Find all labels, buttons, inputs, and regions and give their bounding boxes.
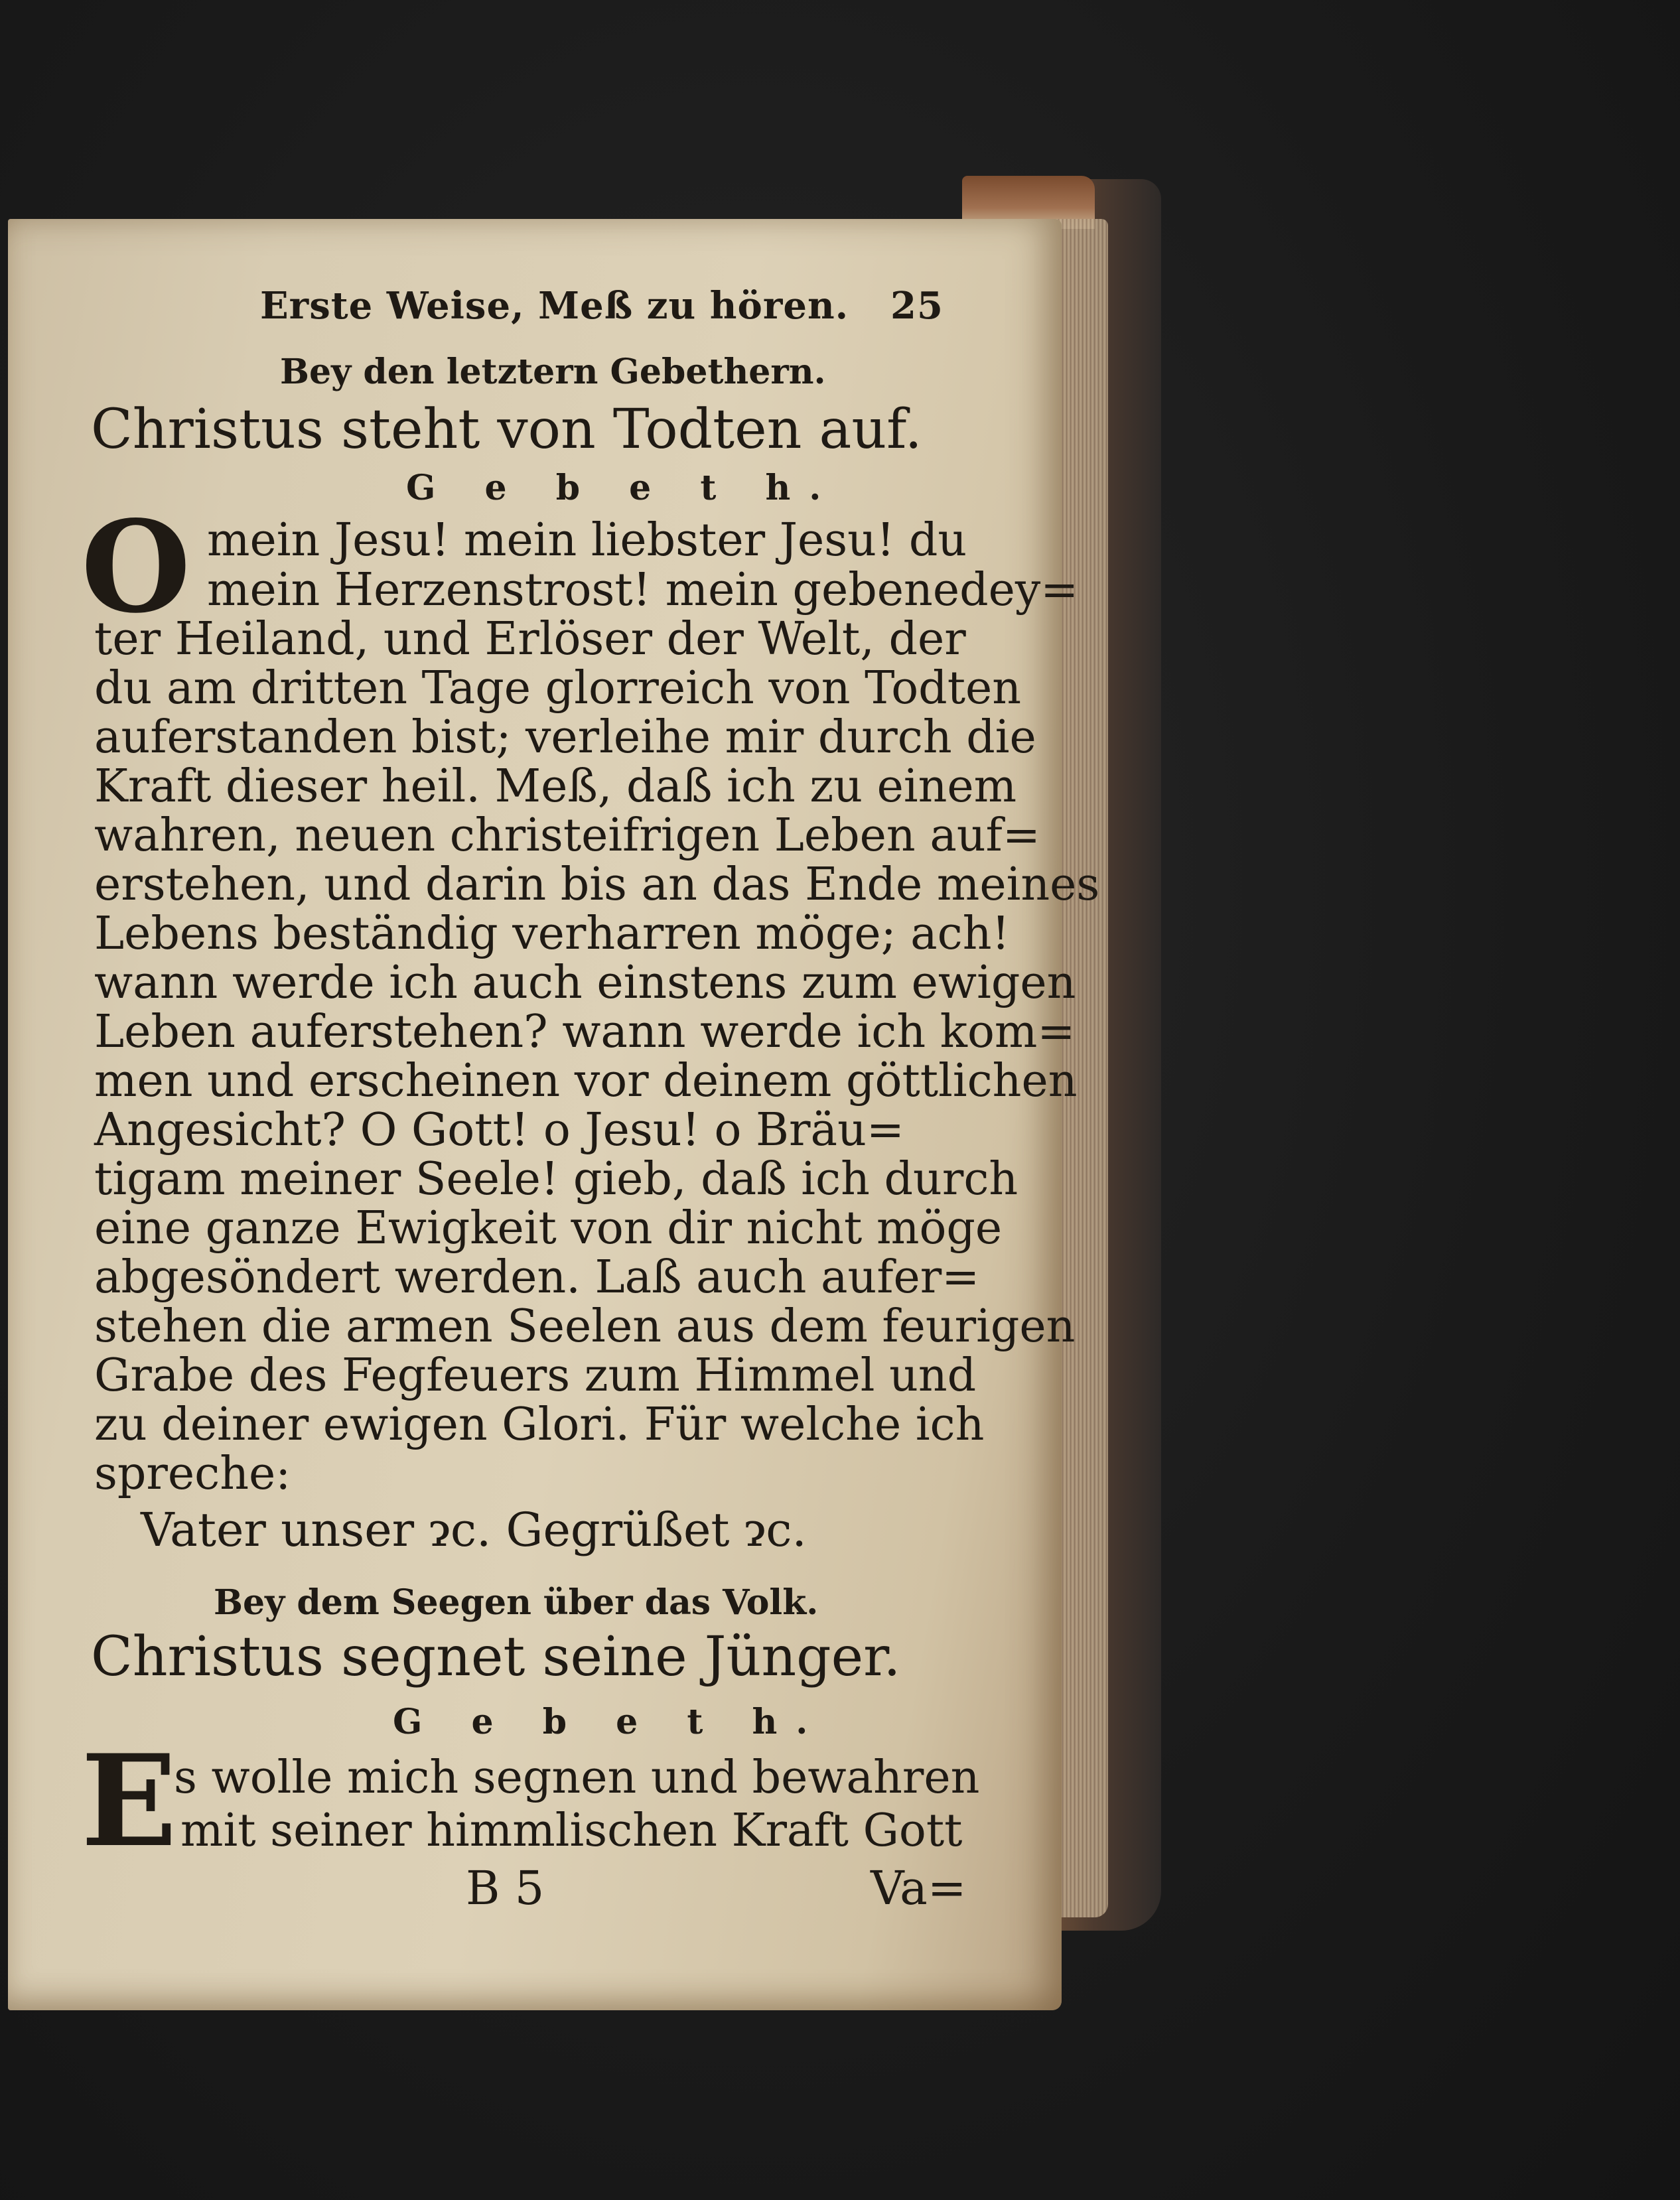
prayer-line: erstehen, und darin bis an das Ende meines — [94, 859, 1100, 911]
prayer-line: ter Heiland, und Erlöser der Welt, der — [94, 613, 966, 665]
rubric: Bey dem Seegen über das Volk. — [214, 1582, 819, 1623]
book-page — [8, 219, 1100, 2010]
prayer-label: G e b e t h. — [393, 1702, 827, 1742]
catchword: Va= — [871, 1861, 967, 1915]
prayer-line: auferstanden bist; verleihe mir durch die — [94, 711, 1036, 764]
prayer-line: Lebens beständig verharren möge; ach! — [94, 908, 1010, 960]
dropcap-letter: E — [81, 1727, 177, 1875]
section-heading: Christus steht von Todten auf. — [91, 398, 922, 461]
signature-mark: B 5 — [466, 1861, 545, 1915]
prayer-line: du am dritten Tage glorreich von Todten — [94, 662, 1022, 715]
prayer-line: s wolle mich segnen und bewahren — [174, 1752, 980, 1804]
prayer-line: wahren, neuen christeifrigen Leben auf= — [94, 809, 1040, 862]
prayer-line: Kraft dieser heil. Meß, daß ich zu einem — [94, 760, 1017, 813]
prayer-line: zu deiner ewigen Glori. Für welche ich — [94, 1399, 985, 1451]
prayer-line: Leben auferstehen? wann werde ich kom= — [94, 1006, 1076, 1058]
prayer-line: mein Herzenstrost! mein gebenedey= — [207, 564, 1079, 616]
prayer-line: mein Jesu! mein liebster Jesu! du — [207, 514, 967, 567]
prayer-line: Grabe des Fegfeuers zum Himmel und — [94, 1349, 977, 1402]
prayer-line: eine ganze Ewigkeit von dir nicht möge — [94, 1202, 1003, 1255]
rubric: Bey den letztern Gebethern. — [280, 352, 826, 392]
prayer-line: men und erscheinen vor deinem göttlichen — [94, 1055, 1078, 1107]
prayer-line: spreche: — [94, 1448, 291, 1500]
prayer-line: mit seiner himmlischen Kraft Gott — [180, 1805, 963, 1857]
prayer-line: stehen die armen Seelen aus dem feurigen — [94, 1300, 1076, 1353]
prayer-line: Angesicht? O Gott! o Jesu! o Bräu= — [94, 1104, 904, 1156]
closing-line: Vater unser ɂc. Gegrüßet ɂc. — [141, 1503, 807, 1557]
prayer-line: wann werde ich auch einstens zum ewigen — [94, 957, 1076, 1009]
prayer-label: G e b e t h. — [406, 468, 840, 508]
prayer-line: abgesöndert werden. Laß auch aufer= — [94, 1251, 980, 1304]
page-number: 25 — [890, 284, 944, 328]
running-header-title: Erste Weise, Meß zu hören. — [260, 284, 849, 328]
prayer-line: tigam meiner Seele! gieb, daß ich durch — [94, 1153, 1018, 1205]
section-heading: Christus segnet seine Jünger. — [91, 1625, 901, 1688]
dropcap-letter: O — [81, 493, 191, 641]
